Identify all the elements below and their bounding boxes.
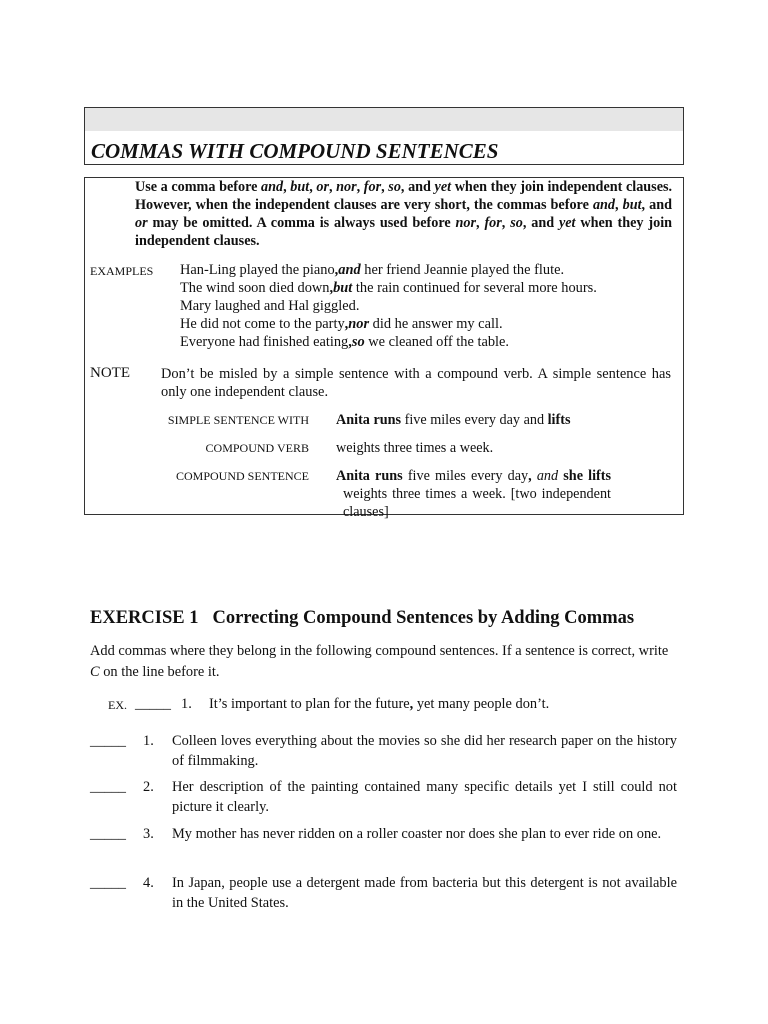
note-text: Don’t be misled by a simple sentence with a compound verb. A simple sentence has only one independent clause. xyxy=(161,366,671,400)
rule-c5: , xyxy=(381,179,389,195)
example-sentence-comma: , xyxy=(409,696,414,712)
instructions-c: C xyxy=(90,664,100,680)
rule-c7: , xyxy=(615,197,623,213)
rule-c9: , xyxy=(476,215,485,231)
compound-she: she xyxy=(563,468,583,484)
example-after: her friend Jeannie played the flute. xyxy=(360,262,565,278)
rule-w-for: for xyxy=(363,179,382,195)
exercise-example xyxy=(108,696,678,716)
item-number: 1. xyxy=(143,733,154,749)
answer-blank[interactable]: _____ xyxy=(90,779,126,795)
simple-verb: lifts xyxy=(547,412,571,428)
compound-sentence-example xyxy=(336,467,611,521)
section-title-box xyxy=(84,107,684,165)
instructions-part-2: on the line before it. xyxy=(99,664,220,680)
example-conjunction: nor xyxy=(348,316,370,332)
rule-c4: , xyxy=(356,179,364,195)
item-number: 3. xyxy=(143,826,154,842)
rule-t3: may be omitted. A comma is always used before xyxy=(147,215,456,231)
example-blank[interactable]: _____ xyxy=(135,696,171,712)
simple-subject: Anita runs xyxy=(336,412,402,428)
instructions-part-1: Add commas where they belong in the following compound sentences. If a sentence is correct, write xyxy=(90,643,669,659)
example-before: The wind soon died down xyxy=(180,280,330,296)
example-before: Everyone had finished eating xyxy=(180,334,349,350)
rule-c3: , xyxy=(328,179,337,195)
item-text: My mother has never ridden on a roller coaster nor does she plan to ever ride on one. xyxy=(172,826,662,842)
simple-mid: five miles every day and xyxy=(401,412,548,428)
compound-end: weights three times a week. [two independent clauses] xyxy=(343,486,611,520)
item-number: 4. xyxy=(143,875,154,891)
item-text: Her description of the painting contained many specific details yet I still could not picture it clearly. xyxy=(172,779,677,815)
compound-lifts: lifts xyxy=(588,468,612,484)
example-comma: , xyxy=(344,316,349,332)
example-after: we cleaned off the table. xyxy=(364,334,510,350)
rule-w-so2: so xyxy=(510,215,523,231)
example-line xyxy=(180,334,597,352)
rule-w-yet: yet xyxy=(434,179,452,195)
item-number: 2. xyxy=(143,779,154,795)
examples-label: EXAMPLES xyxy=(90,264,154,278)
rule-c2: , xyxy=(309,179,317,195)
example-conjunction: so xyxy=(351,334,365,350)
exercise-instructions xyxy=(90,641,672,683)
rule-t1: Use a comma before xyxy=(135,179,262,195)
rule-w-yet2: yet xyxy=(558,215,576,231)
example-sentence xyxy=(209,696,549,713)
simple-sentence-line-1 xyxy=(336,411,570,429)
rule-c10: , xyxy=(501,215,511,231)
rule-w-and: and xyxy=(261,179,284,195)
example-after: the rain continued for several more hours. xyxy=(352,280,597,296)
example-sentence-before: It’s important to plan for the future xyxy=(209,696,410,712)
exercise-number: EXERCISE 1 xyxy=(90,608,199,628)
rule-w-but: but xyxy=(290,179,310,195)
example-line xyxy=(180,316,597,334)
section-title: COMMAS WITH COMPOUND SENTENCES xyxy=(91,139,499,163)
example-before: Mary laughed and Hal giggled. xyxy=(180,298,360,314)
item-text: Colleen loves everything about the movies so she did her research paper on the history of filmmaking. xyxy=(172,733,677,769)
rule-w-but2: but xyxy=(622,197,642,213)
example-comma: , xyxy=(329,280,334,296)
example-comma: , xyxy=(348,334,352,350)
example-after: did he answer my call. xyxy=(369,316,503,332)
example-label: EX. xyxy=(108,698,127,712)
rule-w-nor2: nor xyxy=(455,215,477,231)
example-conjunction: and xyxy=(338,262,361,278)
simple-sentence-label-2: COMPOUND VERB xyxy=(205,441,309,455)
rule-w-nor: nor xyxy=(336,179,357,195)
examples-list xyxy=(180,262,597,352)
answer-blank[interactable]: _____ xyxy=(90,875,126,891)
compound-sentence-label: COMPOUND SENTENCE xyxy=(175,469,309,483)
compound-subject: Anita runs xyxy=(336,468,403,484)
example-line xyxy=(180,298,597,316)
rule-text xyxy=(135,178,672,250)
rule-c11: , and xyxy=(522,215,559,231)
example-before: Han-Ling played the piano xyxy=(180,262,335,278)
rule-w-for2: for xyxy=(484,215,502,231)
example-line xyxy=(180,262,597,280)
rule-t2: when they join independent clauses. However, when the independent clauses are very short, the commas before xyxy=(135,179,673,213)
rule-w-and2: and xyxy=(592,197,616,213)
answer-blank[interactable]: _____ xyxy=(90,826,126,842)
rule-w-so: so xyxy=(388,179,401,195)
note-label: NOTE xyxy=(90,365,130,381)
rule-c8: , and xyxy=(641,197,673,213)
rule-c1: , xyxy=(283,179,291,195)
example-number: 1. xyxy=(181,696,192,712)
rule-w-or2: or xyxy=(135,215,148,231)
compound-comma: , xyxy=(528,468,532,484)
example-line xyxy=(180,280,597,298)
item-text: In Japan, people use a detergent made from bacteria but this detergent is not available in the United States. xyxy=(172,875,677,911)
compound-mid: five miles every day xyxy=(402,468,529,484)
section-title-shade xyxy=(85,108,683,131)
exercise-title: Correcting Compound Sentences by Adding Commas xyxy=(212,608,635,628)
rule-c6: , and xyxy=(400,179,435,195)
rule-w-or: or xyxy=(316,179,329,195)
simple-sentence-label-1: SIMPLE SENTENCE WITH xyxy=(167,413,309,427)
example-comma: , xyxy=(334,262,339,278)
simple-sentence-line-2: weights three times a week. xyxy=(336,440,494,456)
rule-t4: when they join independent clauses. xyxy=(135,215,673,249)
example-conjunction: but xyxy=(333,280,353,296)
compound-conjunction: and xyxy=(536,468,559,484)
answer-blank[interactable]: _____ xyxy=(90,733,126,749)
exercise-heading xyxy=(90,608,634,629)
example-before: He did not come to the party xyxy=(180,316,345,332)
example-sentence-after: yet many people don’t. xyxy=(413,696,550,712)
